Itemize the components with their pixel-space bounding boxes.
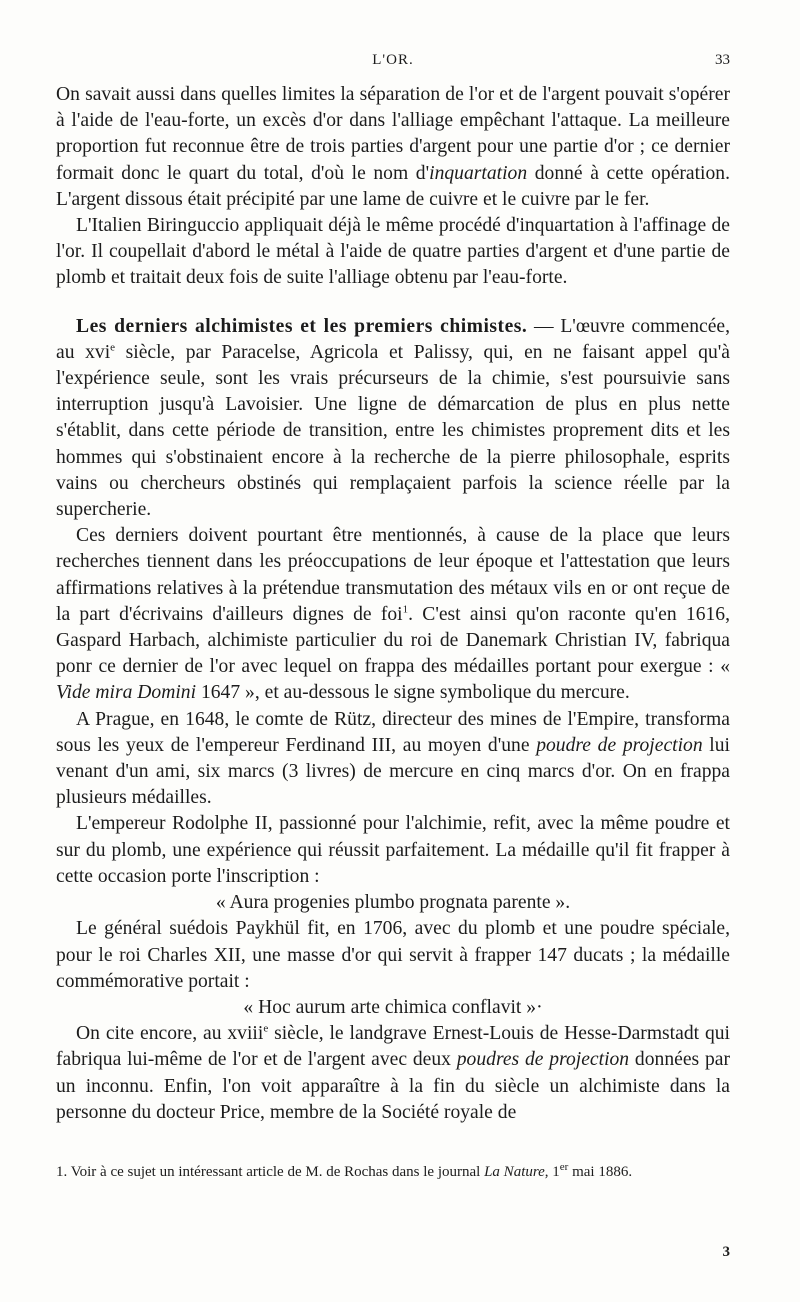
inscription-quote: « Aura progenies plumbo prognata parente ». <box>215 892 571 914</box>
footnote <box>56 1162 730 1182</box>
emphasis: poudres de projection <box>456 1049 630 1071</box>
signature-mark: 3 <box>722 1244 730 1260</box>
section-title: Les derniers alchimistes et les premiers chimistes. <box>76 315 528 337</box>
superscript: e <box>263 1022 269 1035</box>
text-run: siècle, par Paracelse, Agricola et Palissy, qui, en ne faisant appel qu'à l'expérience seule, sont les vrais précurseurs de la chimie, s'est poursuivie sans interruption jusqu'à Lavoisier. Une ligne de démarcation de plus en plus nette s'établit, dans cette période de transition, entre les chimistes proprement dits et les hommes qui s'obstinaient encore à la recherche de la pierre philosophale, esprits vains ou chercheurs obstinés qui remplaçaient parfois la science réelle par la supercherie. <box>56 341 730 521</box>
footnote-marker: 1. <box>56 1164 68 1180</box>
superscript: er <box>559 1161 569 1173</box>
paragraph <box>56 707 730 812</box>
text-run: On cite encore, au xviii <box>76 1023 264 1045</box>
text-run: données par un inconnu. Enfin, l'on voit apparaître à la fin du siècle un alchimiste dans la personne du docteur Price, membre de la Société royale de <box>56 1049 730 1123</box>
emphasis: Vide mira Domini <box>56 682 197 704</box>
text-run: lui venant d'un ami, six marcs (3 livres) de mercure en cinq marcs d'or. On en frappa plusieurs médailles. <box>56 734 730 809</box>
emphasis: inquartation <box>429 162 528 184</box>
paragraph: L'empereur Rodolphe II, passionné pour l'alchimie, refit, avec la même poudre et sur du plomb, une expérience qui réussit parfaitement. La médaille qu'il fit frapper à cette occasion porte l'inscription : <box>56 813 730 887</box>
footnote-ref: 1 <box>402 603 409 616</box>
superscript: e <box>110 341 116 354</box>
text-run: , 1 <box>544 1164 560 1180</box>
text-run: donné à cette opération. L'argent dissous était précipité par une lame de cuivre et le cuivre par le fer. <box>56 162 730 210</box>
paragraph <box>56 523 730 706</box>
page-header <box>56 52 730 76</box>
body-text <box>56 82 730 1126</box>
journal-title: La Nature <box>484 1164 545 1180</box>
text-run: Ces derniers doivent pourtant être mentionnés, à cause de la place que leurs recherches tiennent dans les préoccupations de leur époque et l'attestation que leurs affirmations relatives à la prétendue transmutation des métaux vils en or ont reçue de la part d'écrivains d'ailleurs dignes de foi <box>56 525 730 625</box>
paragraph <box>56 1021 730 1126</box>
page-number: 33 <box>715 52 730 68</box>
paragraph: L'Italien Biringuccio appliquait déjà le même procédé d'inquartation à l'affinage de l'or. Il coupellait d'abord le métal à l'aide de quatre parties d'argent et d'une partie de plomb et traitait deux fois de suite l'alliage obtenu par l'eau-forte. <box>56 215 730 289</box>
paragraph <box>56 82 730 213</box>
emphasis: poudre de projection <box>536 734 703 756</box>
text-run: On savait aussi dans quelles limites la séparation de l'or et de l'argent pouvait s'opérer à l'aide de l'eau-forte, un excès d'or dans l'alliage empêchant l'attaque. La meilleure proportion fut reconnue être de trois parties d'argent pour une partie d'or ; ce dernier formait donc le quart du total, d'où le nom d' <box>56 84 730 184</box>
text-run: . C'est ainsi qu'on raconte qu'en 1616, Gaspard Harbach, alchimiste particulier du roi de Danemark Christian IV, fabriqua ponr ce dernier de l'or avec lequel on frappa des médailles portant pour exergue : « <box>56 603 730 678</box>
text-run: mai 1886. <box>568 1164 633 1180</box>
footnote-text: Voir à ce sujet un intéressant article de M. de Rochas dans le journal <box>67 1164 485 1180</box>
running-title: L'OR. <box>372 52 414 68</box>
text-run: A Prague, en 1648, le comte de Rütz, directeur des mines de l'Empire, transforma sous les yeux de l'empereur Ferdinand III, au moyen d'une <box>56 708 730 756</box>
text-run: 1647 », et au-dessous le signe symbolique du mercure. <box>196 682 630 704</box>
inscription-quote: « Hoc aurum arte chimica conflavit »· <box>243 996 543 1018</box>
text-run: — L'œuvre commencée, au xvi <box>56 315 730 363</box>
section-paragraph <box>56 314 730 524</box>
text-run: siècle, le landgrave Ernest-Louis de Hesse-Darmstadt qui fabriqua lui-même de l'or et de l'argent avec deux <box>56 1023 730 1071</box>
paragraph: Le général suédois Paykhül fit, en 1706, avec du plomb et une poudre spéciale, pour le roi Charles XII, une masse d'or qui servit à frapper 147 ducats ; la médaille commémorative portait : <box>56 918 730 992</box>
